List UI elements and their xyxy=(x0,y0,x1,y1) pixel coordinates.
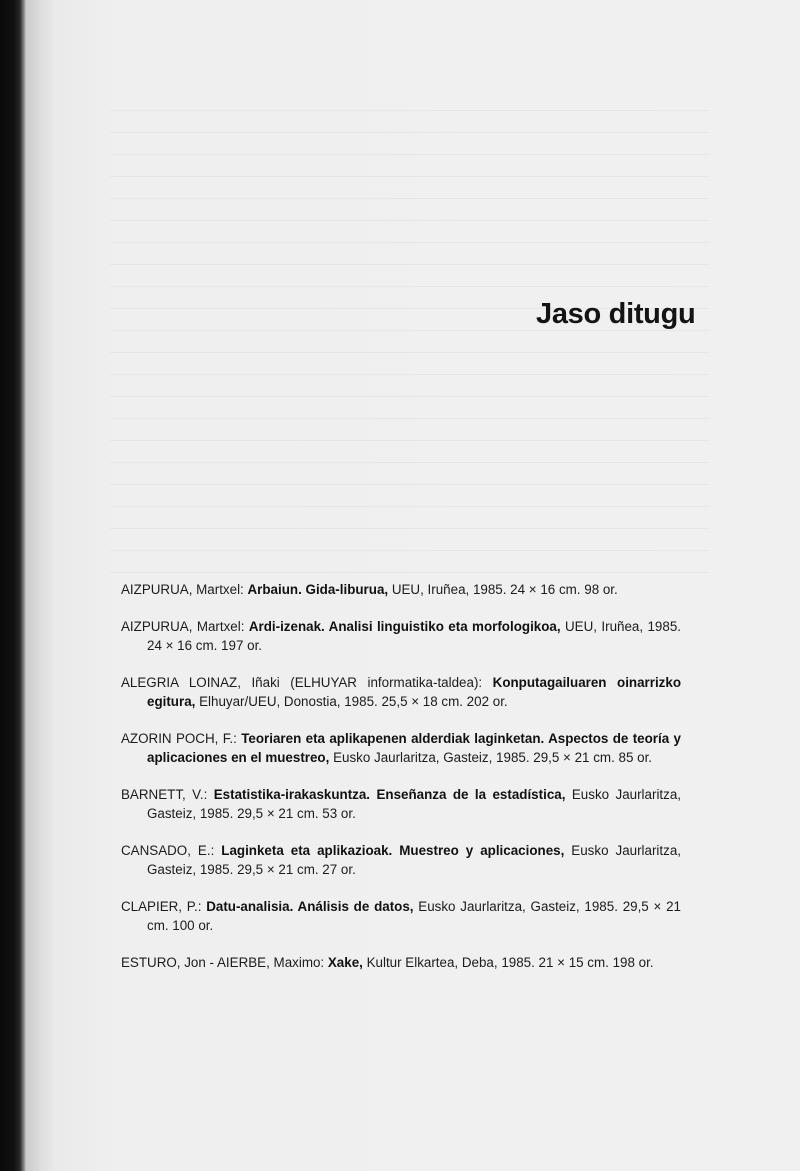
entry-title: Konputagailuaren oinarrizko egitura, xyxy=(147,674,682,709)
entry-details: Eusko Jaurlaritza, Gasteiz, 1985. 29,5 × 21 cm. 100 or. xyxy=(147,898,682,933)
entry-author: AIZPURUA, Martxel: xyxy=(121,618,249,634)
entry-title: Ardi-izenak. Analisi linguistiko eta morfologikoa, xyxy=(248,618,561,634)
entry-author: BARNETT, V.: xyxy=(121,786,214,802)
entry-title: Arbaiun. Gida-liburua, xyxy=(247,582,389,597)
entry-title: Laginketa eta aplikazioak. Muestreo y aplicaciones, xyxy=(221,842,565,858)
bibliography-entry xyxy=(121,785,681,824)
entry-details: Elhuyar/UEU, Donostia, 1985. 25,5 × 18 cm. 202 or. xyxy=(195,694,508,709)
entry-details: Kultur Elkartea, Deba, 1985. 21 × 15 cm. 198 or. xyxy=(362,954,654,970)
bibliography-list xyxy=(121,580,681,989)
bibliography-entry xyxy=(121,580,681,600)
entry-details: Eusko Jaurlaritza, Gasteiz, 1985. 29,5 × 21 cm. 27 or. xyxy=(147,842,681,877)
entry-author: ESTURO, Jon - AIERBE, Maximo: xyxy=(121,954,328,970)
entry-title: Teoriaren eta aplikapenen alderdiak laginketan. Aspectos de teoría y aplicaciones en el muestreo, xyxy=(147,730,681,765)
entry-author: AIZPURUA, Martxel: xyxy=(121,582,248,597)
bibliography-entry xyxy=(121,953,681,973)
entry-details: UEU, Iruñea, 1985. 24 × 16 cm. 197 or. xyxy=(147,618,681,653)
section-title: Jaso ditugu xyxy=(536,298,696,330)
entry-author: CANSADO, E.: xyxy=(121,842,222,858)
entry-title: Datu-analisia. Análisis de datos, xyxy=(206,898,414,914)
entry-author: CLAPIER, P.: xyxy=(121,898,207,914)
entry-details: UEU, Iruñea, 1985. 24 × 16 cm. 98 or. xyxy=(388,582,618,597)
entry-details: Eusko Jaurlaritza, Gasteiz, 1985. 29,5 × 21 cm. 53 or. xyxy=(147,786,681,821)
entry-author: ALEGRIA LOINAZ, Iñaki (ELHUYAR informatika-taldea): xyxy=(121,674,493,690)
entry-author: AZORIN POCH, F.: xyxy=(121,730,242,746)
gutter-shadow xyxy=(26,0,56,1171)
entry-title: Estatistika-irakaskuntza. Enseñanza de la estadística, xyxy=(213,786,566,802)
entry-details: Eusko Jaurlaritza, Gasteiz, 1985. 29,5 × 21 cm. 85 or. xyxy=(329,750,653,765)
show-through-texture xyxy=(110,110,710,580)
bibliography-entry xyxy=(121,841,681,880)
bibliography-entry xyxy=(121,617,681,656)
bibliography-entry xyxy=(121,897,681,936)
bibliography-entry xyxy=(121,673,681,712)
entry-title: Xake, xyxy=(327,954,363,970)
book-spine-edge xyxy=(0,0,26,1171)
bibliography-entry xyxy=(121,729,681,768)
